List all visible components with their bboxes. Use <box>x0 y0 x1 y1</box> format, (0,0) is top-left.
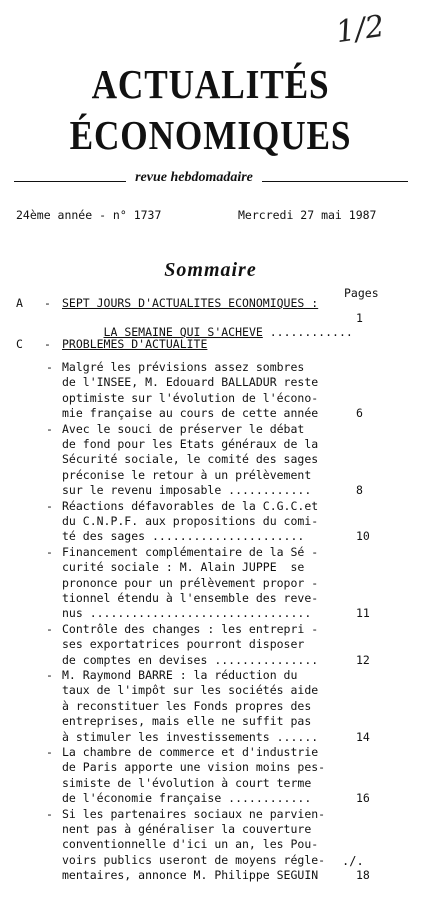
toc-entry-line <box>0 437 421 451</box>
toc-entry-text: curité sociale : M. Alain JUPPE se <box>62 560 305 574</box>
toc-entry-line <box>0 699 421 713</box>
toc-entry-page: 8 <box>356 483 363 497</box>
toc-entry-text: Contrôle des changes : les entrepri - <box>62 622 319 636</box>
toc-entry-text: mentaires, annonce M. Philippe SEGUIN <box>62 868 319 882</box>
toc-entry-text: nus ................................ <box>62 606 312 620</box>
toc-entry-text: sur le revenu imposable ............ <box>62 483 312 497</box>
masthead-title-line1: ACTUALITÉS <box>91 61 330 107</box>
section-a-line-1 <box>0 296 421 310</box>
toc-entry-text: Sécurité sociale, le comité des sages <box>62 452 319 466</box>
toc-entry-line <box>0 714 421 728</box>
toc-entry-text: nent pas à généraliser la couverture <box>62 822 312 836</box>
toc-entry-line <box>0 452 421 466</box>
toc-entry-line <box>0 606 421 620</box>
subtitle-rule-right <box>262 181 408 182</box>
toc-entry-text: entreprises, mais elle ne suffit pas <box>62 714 312 728</box>
toc-entry-line <box>0 560 421 574</box>
toc-entry-text: de Paris apporte une vision moins pes- <box>62 760 326 774</box>
toc-entry-line <box>0 576 421 590</box>
toc-entry-line <box>0 360 421 374</box>
toc-entry-text: prononce pour un prélèvement propor - <box>62 576 319 590</box>
toc-entry-page: 16 <box>356 791 370 805</box>
toc-entry-dash: - <box>46 499 53 513</box>
toc-entry-text: de fond pour les Etats généraux de la <box>62 437 319 451</box>
toc-entry-text: à reconstituer les Fonds propres des <box>62 699 312 713</box>
pages-column-label: Pages <box>344 286 379 300</box>
section-c-letter: C <box>16 337 23 351</box>
toc-entry-dash: - <box>46 807 53 821</box>
toc-entry-line <box>0 683 421 697</box>
issue-date: Mercredi 27 mai 1987 <box>238 208 377 222</box>
section-a-title-line2: LA SEMAINE QUI S'ACHEVE <box>103 325 263 339</box>
masthead-subtitle: revue hebdomadaire <box>135 170 253 185</box>
toc-entry-line <box>0 822 421 836</box>
toc-entry-line <box>0 529 421 543</box>
toc-entry-text: té des sages ...................... <box>62 529 305 543</box>
toc-entry-text: mie française au cours de cette année <box>62 406 319 420</box>
toc-entry-dash: - <box>46 422 53 436</box>
section-a-letter: A <box>16 296 23 310</box>
toc-entry-text: La chambre de commerce et d'industrie <box>62 745 319 759</box>
section-c-title: PROBLEMES D'ACTUALITE <box>62 337 208 351</box>
toc-entry-line <box>0 807 421 821</box>
section-c-dash: - <box>44 337 51 351</box>
toc-entry-line <box>0 406 421 420</box>
toc-entry-line <box>0 730 421 744</box>
sommaire-heading: Sommaire <box>164 259 257 281</box>
toc-entry-line <box>0 468 421 482</box>
toc-entry-text: optimiste sur l'évolution de l'écono- <box>62 391 319 405</box>
toc-entry-text: préconise le retour à un prélèvement <box>62 468 312 482</box>
toc-entry-text: du C.N.P.F. aux propositions du comi- <box>62 514 319 528</box>
section-a-leader-dots: ............ <box>262 325 353 339</box>
section-a-title-line1: SEPT JOURS D'ACTUALITES ECONOMIQUES : <box>62 296 319 310</box>
toc-entry-page: 6 <box>356 406 363 420</box>
toc-entry-dash: - <box>46 668 53 682</box>
toc-entry-line <box>0 653 421 667</box>
section-a-line-2 <box>0 311 421 339</box>
continuation-mark: ./. <box>342 854 364 868</box>
section-a-page: 1 <box>356 311 363 325</box>
toc-entry-text: ses exportatrices pourront disposer <box>62 637 305 651</box>
toc-entry-line <box>0 760 421 774</box>
toc-entry-text: Malgré les prévisions assez sombres <box>62 360 305 374</box>
toc-entry-line <box>0 483 421 497</box>
toc-entry-text: conventionnelle d'ici un an, les Pou- <box>62 837 319 851</box>
toc-entry-line <box>0 837 421 851</box>
section-c-heading-line <box>0 337 421 351</box>
toc-entry-text: M. Raymond BARRE : la réduction du <box>62 668 298 682</box>
handwritten-page-mark: 1/2 <box>333 8 387 51</box>
toc-entry-text: Réactions défavorables de la C.G.C.et <box>62 499 319 513</box>
toc-entry-page: 14 <box>356 730 370 744</box>
toc-entry-dash: - <box>46 745 53 759</box>
toc-entry-line <box>0 637 421 651</box>
toc-entry-text: Avec le souci de préserver le débat <box>62 422 305 436</box>
toc-entry-text: Si les partenaires sociaux ne parvien- <box>62 807 326 821</box>
toc-entry-text: tionnel étendu à l'ensemble des reve- <box>62 591 319 605</box>
toc-entry-page: 18 <box>356 868 370 882</box>
toc-entry-line <box>0 499 421 513</box>
toc-entry-page: 10 <box>356 529 370 543</box>
toc-entry-line <box>0 375 421 389</box>
toc-entry-dash: - <box>46 622 53 636</box>
toc-entry-line <box>0 622 421 636</box>
toc-entry-dash: - <box>46 545 53 559</box>
toc-entry-text: de comptes en devises ............... <box>62 653 319 667</box>
toc-entry-line <box>0 868 421 882</box>
toc-entry-line <box>0 668 421 682</box>
masthead-title-line2: ÉCONOMIQUES <box>69 112 352 158</box>
subtitle-rule-left <box>14 181 126 182</box>
toc-entry-line <box>0 776 421 790</box>
toc-entry-text: de l'INSEE, M. Edouard BALLADUR reste <box>62 375 319 389</box>
toc-entry-text: voirs publics useront de moyens régle- <box>62 853 326 867</box>
toc-entry-page: 11 <box>356 606 370 620</box>
toc-entry-text: à stimuler les investissements ...... <box>62 730 319 744</box>
toc-entry-line <box>0 391 421 405</box>
toc-entry-text: simiste de l'évolution à court terme <box>62 776 312 790</box>
toc-entry-line <box>0 591 421 605</box>
toc-entry-text: taux de l'impôt sur les sociétés aide <box>62 683 319 697</box>
section-a-dash: - <box>44 296 51 310</box>
toc-entry-line <box>0 545 421 559</box>
toc-entry-line <box>0 791 421 805</box>
toc-entry-text: de l'économie française ............ <box>62 791 312 805</box>
toc-entry-line <box>0 422 421 436</box>
issue-number: 24ème année - n° 1737 <box>16 208 162 222</box>
toc-entry-line <box>0 745 421 759</box>
toc-entry-dash: - <box>46 360 53 374</box>
toc-entry-page: 12 <box>356 653 370 667</box>
toc-entry-line <box>0 514 421 528</box>
toc-entry-text: Financement complémentaire de la Sé - <box>62 545 319 559</box>
